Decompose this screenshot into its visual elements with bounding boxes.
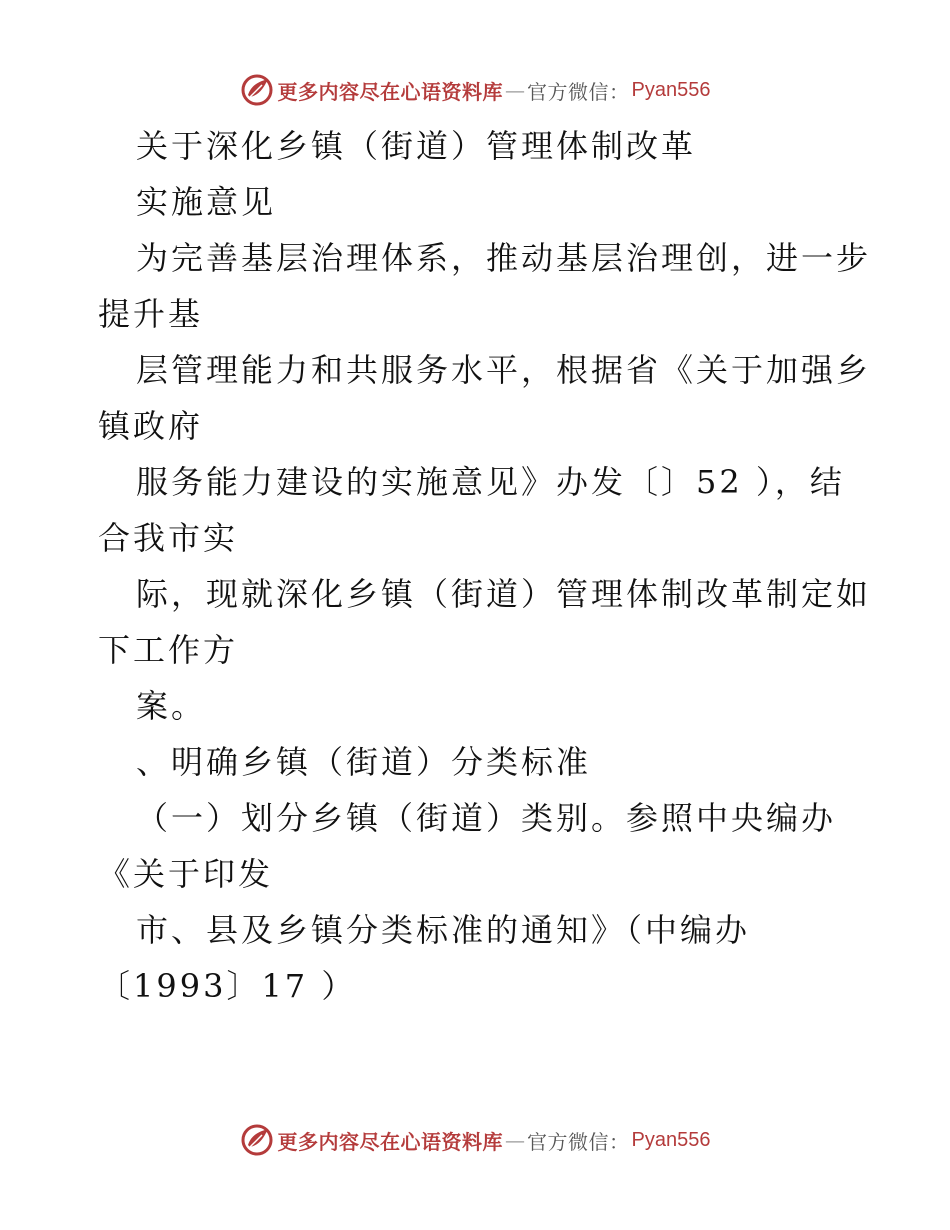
paragraph-line: 市、县及乡镇分类标准的通知》（中编办 [136,911,751,949]
banner-wechat-label: 官方微信： [527,1129,630,1154]
doc-title-line-2: 实施意见 [136,183,277,221]
leaf-logo-icon [240,1123,274,1157]
banner-text [278,76,711,105]
paragraph-line: 服务能力建设的实施意见》办发〔〕52 ），结 [136,463,845,501]
banner-wechat-label: 官方微信： [527,79,630,104]
paragraph-line: 案。 [136,687,207,725]
banner-main-text: 更多内容尽在心语资料库 [277,1129,504,1154]
banner-wechat-id: Pyan556 [631,1128,711,1151]
paragraph-line: （一）划分乡镇（街道）类别。参照中央编办 [136,799,837,837]
paragraph-line: 际，现就深化乡镇（街道）管理体制改革制定如 [136,575,872,613]
header-banner [0,68,950,112]
doc-title-line-1: 关于深化乡镇（街道）管理体制改革 [136,127,697,165]
footer-banner [0,1118,950,1162]
paragraph-line: 镇政府 [98,407,204,445]
paragraph-line: 《关于印发 [98,855,274,893]
paragraph-line: 下工作方 [98,631,239,669]
document-body [98,118,872,1014]
section-heading: 、明确乡镇（街道）分类标准 [136,743,592,781]
banner-dash: — [505,1128,526,1152]
leaf-logo-icon [240,73,274,107]
paragraph-line: 为完善基层治理体系，推动基层治理创，进一步 [136,239,872,277]
banner-text [278,1126,711,1155]
paragraph-line: 提升基 [98,295,204,333]
banner-wechat-id: Pyan556 [631,78,711,101]
paragraph-line: 合我市实 [98,519,239,557]
banner-main-text: 更多内容尽在心语资料库 [277,79,504,104]
banner-dash: — [505,78,526,102]
paragraph-line: 〔1993〕17 ） [98,967,357,1005]
paragraph-line: 层管理能力和共服务水平，根据省《关于加强乡 [136,351,872,389]
